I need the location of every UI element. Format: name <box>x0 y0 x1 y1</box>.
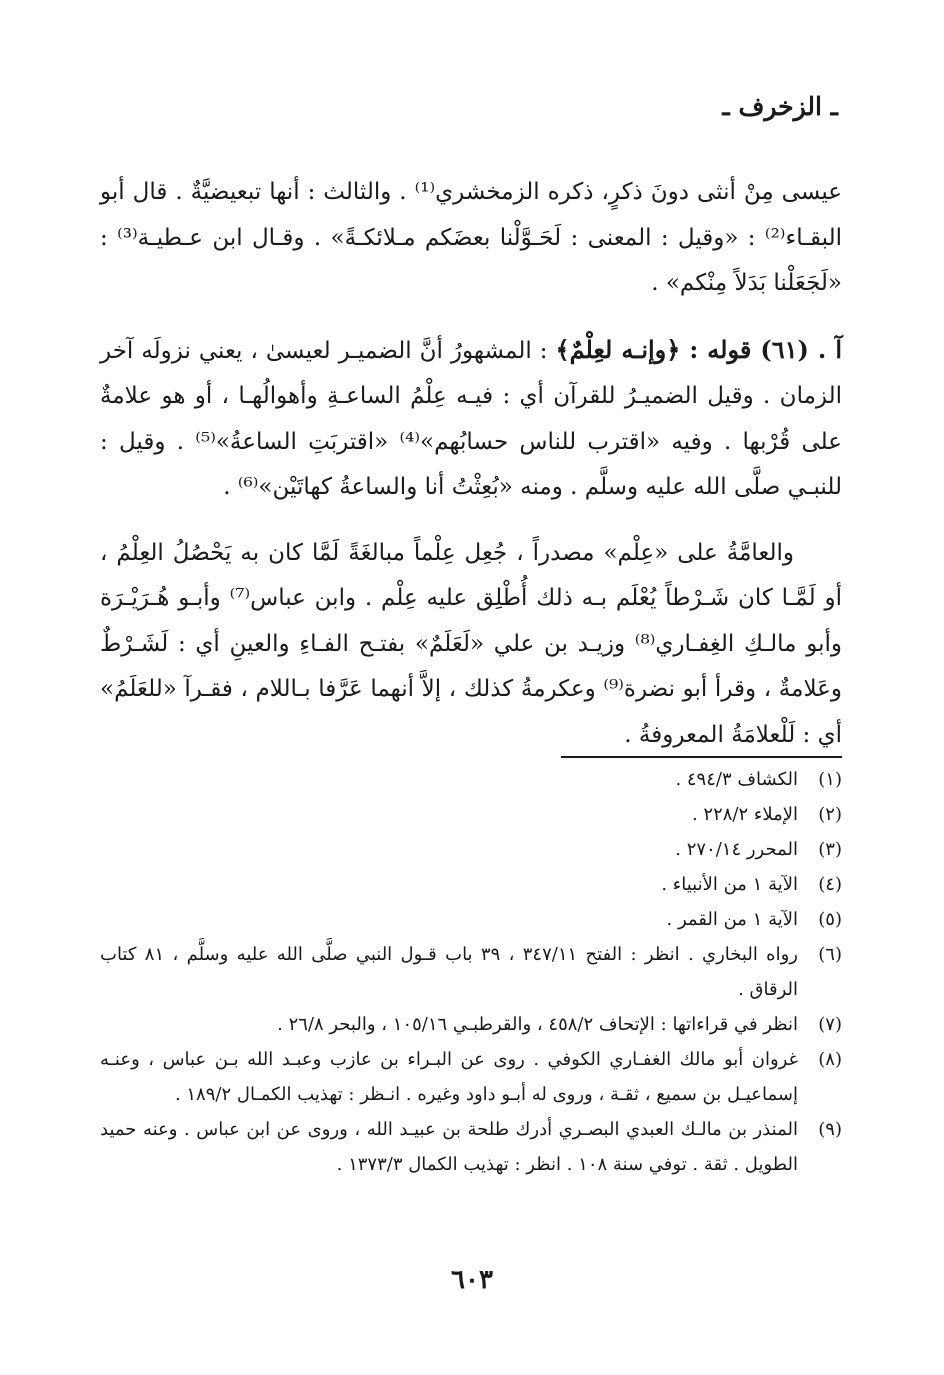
footnote-number: (٦) <box>818 944 842 965</box>
footnote-text: الكشاف ٤٩٤/٣ . <box>675 769 798 790</box>
footnote-number: (٨) <box>818 1049 842 1070</box>
footnote-text: المحرر ٢٧٠/١٤ . <box>675 839 798 860</box>
footnote-number: (٢) <box>818 804 842 825</box>
footnote-text: الآية ١ من القمر . <box>666 909 798 930</box>
footnotes <box>100 762 842 1182</box>
footnote-number: (١) <box>818 769 842 790</box>
footnote-number: (٧) <box>818 1014 842 1035</box>
footnote-text: الآية ١ من الأنبياء . <box>661 874 798 895</box>
footnote-text: انظر في قراءاتها : الإتحاف ٤٥٨/٢ ، والقرطبـي ١٠٥/١٦ ، والبحر ٢٦/٨ . <box>277 1014 798 1035</box>
footnote-number: (٤) <box>818 874 842 895</box>
footnote-item <box>100 902 842 937</box>
footnote-item <box>100 832 842 867</box>
footnote-item <box>100 867 842 902</box>
footnote-item <box>100 1112 842 1182</box>
footnote-number: (٩) <box>818 1119 842 1140</box>
paragraph-2-text: : المشهورُ أنَّ الضميـر لعيسىٰ ، يعني نزولَه آخر الزمان . وقيل الضميـرُ للقرآن أي : فيـه عِلْمُ الساعـةِ وأهوالُهـا ، أو هو علامةٌ على قُرْبها . وفيه «اقترب للناس حسابُهم»⁽⁴⁾ «اقتربَتِ الساعةُ»⁽⁵⁾ . وقيل : للنبـي صلَّى الله عليه وسلَّم . ومنه «بُعِثْتُ أنا والساعةُ كهاتَيْن»⁽⁶⁾ . <box>100 337 843 500</box>
paragraph-2 <box>100 327 842 511</box>
footnote-text: رواه البخاري . انظر : الفتح ٣٤٧/١١ ، ٣٩ باب قـول النبي صلَّى الله عليه وسلَّم ، ٨١ كتاب الرقاق . <box>100 944 798 1000</box>
running-header: ـ الزخرف ـ <box>722 92 838 121</box>
footnote-text: غروان أبو مالك الغفـاري الكوفي . روى عن البـراء بن عازب وعبـد الله بـن عباس ، وعنـه إسماعيـل بن سميع ، ثقـة ، وروى له أبـو داود وغيره . انـظر : تهذيب الكمـال ١٨٩/٢ . <box>100 1049 798 1105</box>
footnote-text: المنذر بن مالـك العبدي البصـري أدرك طلحة بن عبيـد الله ، وروى عن ابن عباس . وعنه حميد الطويل . ثقة . توفي سنة ١٠٨ . انظر : تهذيب الكمال ١٣٧٣/٣ . <box>100 1119 798 1175</box>
main-text <box>100 170 842 758</box>
footnote-number: (٣) <box>818 839 842 860</box>
verse-lead: آ . (٦١) قوله : ﴿وإنـه لعِلْمٌ﴾ <box>555 334 842 364</box>
footnote-item <box>100 937 842 1007</box>
paragraph-3: والعامَّةُ على «عِلْم» مصدراً ، جُعِل عِلْماً مبالغَةً لَمَّا كان به يَحْصُلُ العِلْمُ ، أو لَمَّـا كان شَـرْطاً يُعْلَم بـه ذلك أُطْلِق عليه عِلْم . وابن عباس⁽⁷⁾ وأبـو هُـرَيْـرَة وأبو مالـكِ الغِفـاري⁽⁸⁾ وزيـد بن علي «لَعَلَمٌ» بفتـح الفـاءِ والعينِ أي : لَشَـرْطٌ وعَلامةٌ ، وقرأ أبو نضرة⁽⁹⁾ وعكرمةُ كذلك ، إلاَّ أنهما عَرَّفا بـاللام ، فقـرآ «للعَلَمُ» أي : لَلْعلامَةُ المعروفةُ . <box>100 539 843 748</box>
footnote-divider <box>561 756 842 758</box>
footnote-text: الإملاء ٢٢٨/٢ . <box>691 804 798 825</box>
paragraph-1: عيسى مِنْ أنثى دونَ ذكرٍ، ذكره الزمخشري⁽¹⁾ . والثالث : أنها تبعيضيَّةٌ . قال أبو البقـاء⁽²⁾ : «وقيل : المعنى : لَحَـوَّلْنا بعضَكم مـلائكـةً» . وقـال ابن عـطيـة⁽³⁾ : «لَجَعَلْنا بَدَلاً مِنْكم» . <box>100 179 843 296</box>
footnote-item <box>100 762 842 797</box>
footnote-item <box>100 1007 842 1042</box>
footnote-item <box>100 1042 842 1112</box>
footnote-number: (٥) <box>818 909 842 930</box>
footnote-item <box>100 797 842 832</box>
page-number: ٦٠٣ <box>451 1265 493 1295</box>
